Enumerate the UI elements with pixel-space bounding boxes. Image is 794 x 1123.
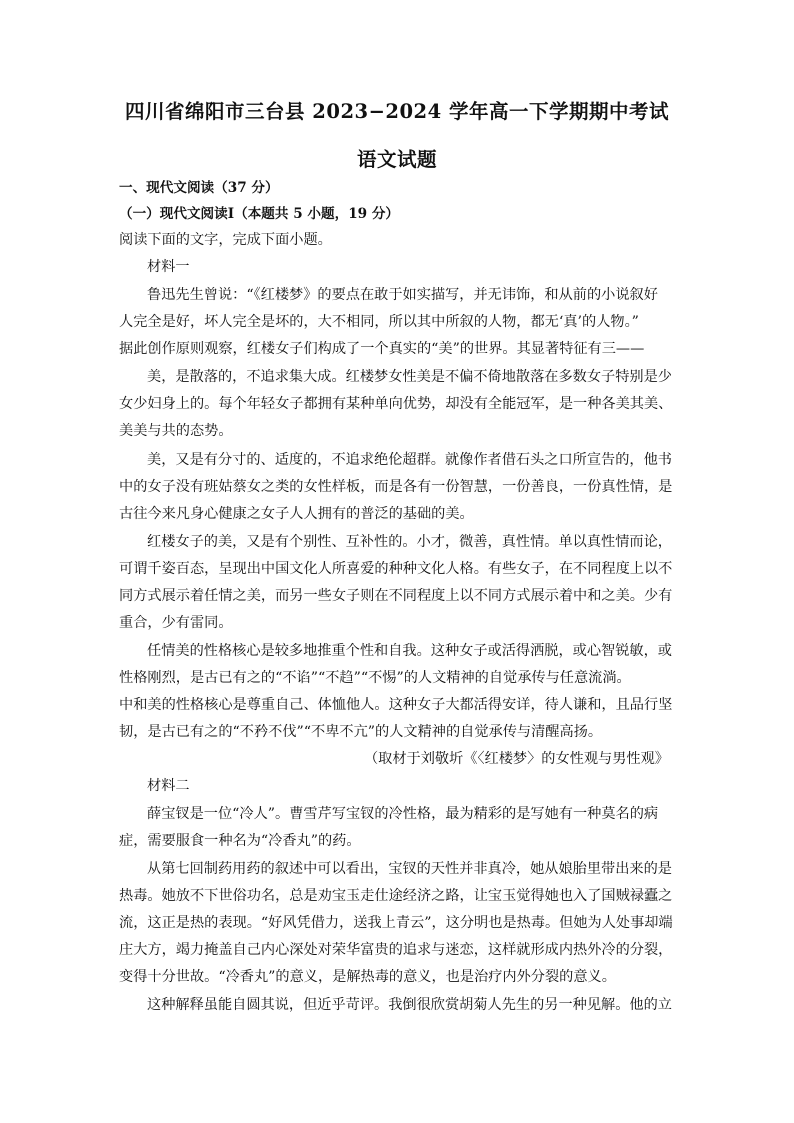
paragraph-line: 中的女子没有班姑蔡女之类的女性样板，而是各有一份智慧，一份善良，一份真性情，是 <box>119 479 673 495</box>
paragraph-line: 任情美的性格核心是较多地推重个性和自我。这种女子或活得洒脱，或心智锐敏，或 <box>147 643 672 659</box>
paragraph-line: 红楼女子的美，又是有个别性、互补性的。小才，微善，真性情。单以真性情而论， <box>147 534 672 550</box>
paragraph-line: 变得十分世故。“冷香丸”的意义，是解热毒的意义，也是治疗内外分裂的意义。 <box>119 969 616 985</box>
paragraph-line: 女少妇身上的。每个年轻女子都拥有某种单向优势，却没有全能冠军，是一种各美其美、 <box>119 396 673 412</box>
paragraph-line: 人完全是好，坏人完全是坏的，大不相同，所以其中所叙的人物，都无‘真’的人物。” <box>119 314 639 330</box>
paragraph-line: 美，又是有分寸的、适度的，不追求绝伦超群。就像作者借石头之口所宣告的，他书 <box>147 452 672 468</box>
paragraph-line: 从第七回制药用药的叙述中可以看出，宝钗的天性并非真冷，她从娘胎里带出来的是 <box>147 861 672 877</box>
material1-label: 材料一 <box>147 259 190 275</box>
document-title: 四川省绵阳市三台县 2023−2024 学年高一下学期期中考试 <box>125 100 669 123</box>
paragraph-line: 鲁迅先生曾说：“《红楼梦》的要点在敢于如实描写，并无讳饰，和从前的小说叙好 <box>147 287 658 303</box>
paragraph-line: 可谓千姿百态，呈现出中国文化人所喜爱的种种文化人格。有些女子，在不同程度上以不 <box>119 561 673 577</box>
paragraph-line: 韧，是古已有之的“不矜不伐”“不卑不亢”的人文精神的自觉承传与清醒高扬。 <box>119 724 603 740</box>
material1-source: （取材于刘敬圻《〈红楼梦〉的女性观与男性观》 <box>363 751 669 767</box>
paragraph-line: 美美与共的态势。 <box>119 423 233 439</box>
paragraph-line: 性格刚烈，是古已有之的“不谄”“不趋”“不惕”的人文精神的自觉承传与任意流淌。 <box>119 670 631 686</box>
paragraph-line: 热毒。她放不下世俗功名，总是劝宝玉走仕途经济之路，让宝玉觉得她也入了国贼禄蠹之 <box>119 888 673 904</box>
paragraph-line: 症，需要服食一种名为“冷香丸”的药。 <box>119 833 361 849</box>
instruction-text: 阅读下面的文字，完成下面小题。 <box>119 232 332 248</box>
paragraph-line: 同方式展示着任情之美，而另一些女子则在不同程度上以不同方式展示着中和之美。少有 <box>119 588 673 604</box>
paragraph-line: 中和美的性格核心是尊重自己、体恤他人。这种女子大都活得安详，待人谦和，且品行坚 <box>119 697 673 713</box>
section-heading: 一、现代文阅读（37 分） <box>119 180 279 196</box>
paragraph-line: 古往今来凡身心健康之女子人人拥有的普泛的基础的美。 <box>119 506 474 522</box>
sub-heading: （一）现代文阅读Ⅰ（本题共 5 小题，19 分） <box>119 206 400 222</box>
paragraph-line: 据此创作原则观察，红楼女子们构成了一个真实的“美”的世界。其显著特征有三—— <box>119 341 645 357</box>
paragraph-line: 美，是散落的，不追求集大成。红楼梦女性美是不偏不倚地散落在多数女子特别是少 <box>147 369 672 385</box>
document-subtitle: 语文试题 <box>356 148 437 171</box>
paragraph-line: 庄大方，竭力掩盖自己内心深处对荣华富贵的追求与迷恋，这样就形成内热外冷的分裂， <box>119 942 673 958</box>
paragraph-line: 流，这正是热的表现。“好风凭借力，送我上青云”，这分明也是热毒。但她为人处事却端 <box>119 915 673 931</box>
paragraph-line: 这种解释虽能自圆其说，但近乎苛评。我倒很欣赏胡菊人先生的另一种见解。他的立 <box>147 997 672 1013</box>
paragraph-line: 薛宝钗是一位“冷人”。曹雪芹写宝钗的冷性格，最为精彩的是写她有一种莫名的病 <box>147 806 659 822</box>
paragraph-line: 重合，少有雷同。 <box>119 615 233 631</box>
material2-label: 材料二 <box>147 778 190 794</box>
